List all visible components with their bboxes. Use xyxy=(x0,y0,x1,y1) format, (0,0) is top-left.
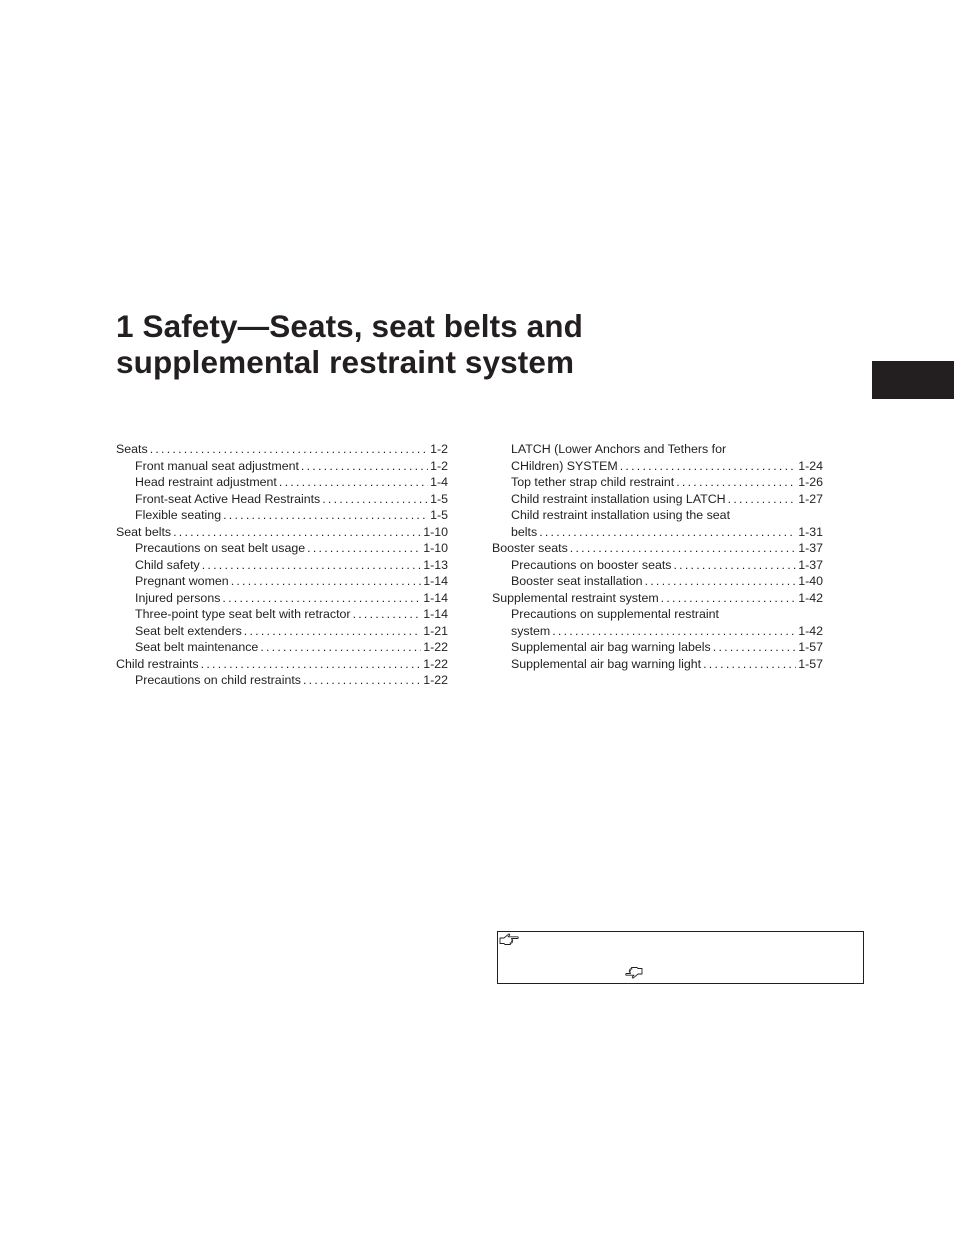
toc-entry-page: 1-22 xyxy=(423,640,448,654)
toc-right-column xyxy=(492,441,823,672)
toc-entry-page: 1-31 xyxy=(798,524,823,539)
toc-leader xyxy=(676,474,796,491)
toc-leader xyxy=(703,656,796,673)
toc-leader xyxy=(201,656,422,673)
toc-entry-child-belts[interactable] xyxy=(492,524,823,541)
toc-leader xyxy=(303,672,421,689)
toc-entry-title: Seats xyxy=(116,442,148,456)
toc-entry[interactable] xyxy=(116,474,448,491)
toc-entry-srs[interactable] xyxy=(492,590,823,607)
toc-entry-title: Supplemental air bag warning labels xyxy=(511,640,711,654)
toc-entry[interactable] xyxy=(116,656,448,673)
toc-entry[interactable] xyxy=(116,573,448,590)
toc-entry-page: 1-10 xyxy=(423,541,448,555)
toc-entry-title: CHildren) SYSTEM xyxy=(511,458,618,473)
toc-entry[interactable] xyxy=(116,623,448,640)
chapter-title-line2: supplemental restraint system xyxy=(116,344,575,380)
toc-entry-booster-install[interactable] xyxy=(492,573,823,590)
toc-entry-title: Precautions on booster seats xyxy=(511,557,672,572)
toc-leader xyxy=(539,524,796,541)
toc-entry-title: Seat belt extenders xyxy=(135,623,242,638)
toc-entry[interactable] xyxy=(116,590,448,607)
pointing-hand-icon xyxy=(499,933,519,945)
toc-entry[interactable] xyxy=(116,672,448,689)
toc-entry-page: 1-14 xyxy=(423,574,448,588)
toc-entry[interactable] xyxy=(116,557,448,574)
toc-entry[interactable] xyxy=(116,606,448,623)
toc-entry-page: 1-26 xyxy=(798,475,823,489)
toc-entry-title: Booster seat installation xyxy=(511,574,643,588)
toc-entry-page: 1-42 xyxy=(798,590,823,605)
toc-entry-title: Head restraint adjustment xyxy=(135,475,277,489)
toc-entry-page: 1-10 xyxy=(423,524,448,539)
pointing-hand-icon xyxy=(625,967,643,979)
toc-leader xyxy=(231,573,422,590)
toc-entry-page: 1-22 xyxy=(423,673,448,687)
toc-entry-title: Front-seat Active Head Restraints xyxy=(135,491,321,506)
toc-leader xyxy=(222,590,421,607)
toc-entry-latch-line1[interactable]: LATCH (Lower Anchors and Tethers for xyxy=(511,442,727,456)
toc-entry-title: Three-point type seat belt with retractor xyxy=(135,607,351,621)
toc-entry-title: Pregnant women xyxy=(135,574,229,588)
toc-entry-title: Seat belts xyxy=(116,524,172,539)
toc-entry-page: 1-21 xyxy=(423,623,448,638)
toc-entry-page: 1-37 xyxy=(798,541,823,555)
toc-leader xyxy=(279,474,428,491)
toc-entry[interactable] xyxy=(116,524,448,541)
toc-entry-airbag-light[interactable] xyxy=(492,656,823,673)
toc-entry-page: 1-13 xyxy=(423,557,448,572)
note-box xyxy=(497,931,864,984)
toc-leader xyxy=(674,557,797,574)
toc-leader xyxy=(260,639,421,656)
toc-entry-page: 1-27 xyxy=(798,491,823,506)
toc-leader xyxy=(322,491,428,508)
toc-entry-page: 1-57 xyxy=(798,656,823,671)
chapter-title-line1: 1 Safety—Seats, seat belts and xyxy=(116,308,583,344)
toc-entry-page: 1-2 xyxy=(430,458,448,473)
toc-leader xyxy=(713,639,796,656)
toc-leader xyxy=(150,441,428,458)
toc-entry-page: 1-57 xyxy=(798,640,823,654)
chapter-title xyxy=(116,308,583,380)
toc-entry-title: Supplemental air bag warning light xyxy=(511,656,702,671)
toc-leader xyxy=(728,491,797,508)
toc-leader xyxy=(353,606,422,623)
toc-entry[interactable] xyxy=(116,491,448,508)
toc-entry-latch[interactable] xyxy=(492,458,823,475)
toc-entry-title: Top tether strap child restraint xyxy=(511,475,675,489)
toc-leader xyxy=(173,524,421,541)
toc-entry-page: 1-37 xyxy=(798,557,823,572)
toc-entry-title: Child restraints xyxy=(116,656,199,671)
toc-entry-title: Injured persons xyxy=(135,590,221,605)
toc-left-column xyxy=(116,441,448,689)
toc-leader xyxy=(223,507,428,524)
toc-entry-page: 1-24 xyxy=(798,458,823,473)
toc-entry-title: Supplemental restraint system xyxy=(492,590,659,605)
toc-entry[interactable] xyxy=(116,540,448,557)
toc-leader xyxy=(202,557,421,574)
toc-entry[interactable] xyxy=(116,441,448,458)
toc-entry-title: Flexible seating xyxy=(135,508,222,522)
toc-entry-title: system xyxy=(511,623,551,638)
toc-entry-top-tether[interactable] xyxy=(492,474,823,491)
toc-leader xyxy=(552,623,796,640)
toc-entry-title: Front manual seat adjustment xyxy=(135,458,299,473)
toc-entry-page: 1-22 xyxy=(423,656,448,671)
toc-leader xyxy=(661,590,797,607)
toc-entry[interactable] xyxy=(116,639,448,656)
toc-leader xyxy=(307,540,421,557)
toc-entry-page: 1-5 xyxy=(430,491,448,506)
toc-entry-title: Precautions on child restraints xyxy=(135,673,301,687)
toc-entry-page: 1-14 xyxy=(423,607,448,621)
toc-entry-srs-precautions-line1[interactable]: Precautions on supplemental restraint xyxy=(511,607,720,621)
toc-entry-title: Seat belt maintenance xyxy=(135,640,259,654)
toc-entry-srs-precautions[interactable] xyxy=(492,623,823,640)
toc-entry-page: 1-5 xyxy=(430,508,448,522)
toc-entry-title: Child restraint installation using LATCH xyxy=(511,491,726,506)
toc-entry[interactable] xyxy=(116,458,448,475)
chapter-thumb-tab xyxy=(872,361,954,399)
toc-entry-page: 1-4 xyxy=(430,475,448,489)
toc-entry-title: Child safety xyxy=(135,557,200,572)
toc-leader xyxy=(570,540,796,557)
toc-entry-page: 1-40 xyxy=(798,574,823,588)
toc-entry[interactable] xyxy=(116,507,448,524)
toc-leader xyxy=(645,573,797,590)
toc-entry-child-latch[interactable] xyxy=(492,491,823,508)
toc-entry-title: Booster seats xyxy=(492,541,568,555)
toc-entry-page: 1-2 xyxy=(430,442,448,456)
toc-entry-page: 1-42 xyxy=(798,623,823,638)
toc-entry-title: Precautions on seat belt usage xyxy=(135,541,306,555)
toc-entry-child-belts-line1[interactable]: Child restraint installation using the seat xyxy=(511,508,731,522)
toc-entry-booster-precautions[interactable] xyxy=(492,557,823,574)
toc-leader xyxy=(620,458,796,475)
toc-entry-title: belts xyxy=(511,524,538,539)
toc-entry-airbag-labels[interactable] xyxy=(492,639,823,656)
toc-leader xyxy=(244,623,421,640)
toc-entry-booster-seats[interactable] xyxy=(492,540,823,557)
toc-entry-page: 1-14 xyxy=(423,590,448,605)
toc-leader xyxy=(301,458,428,475)
